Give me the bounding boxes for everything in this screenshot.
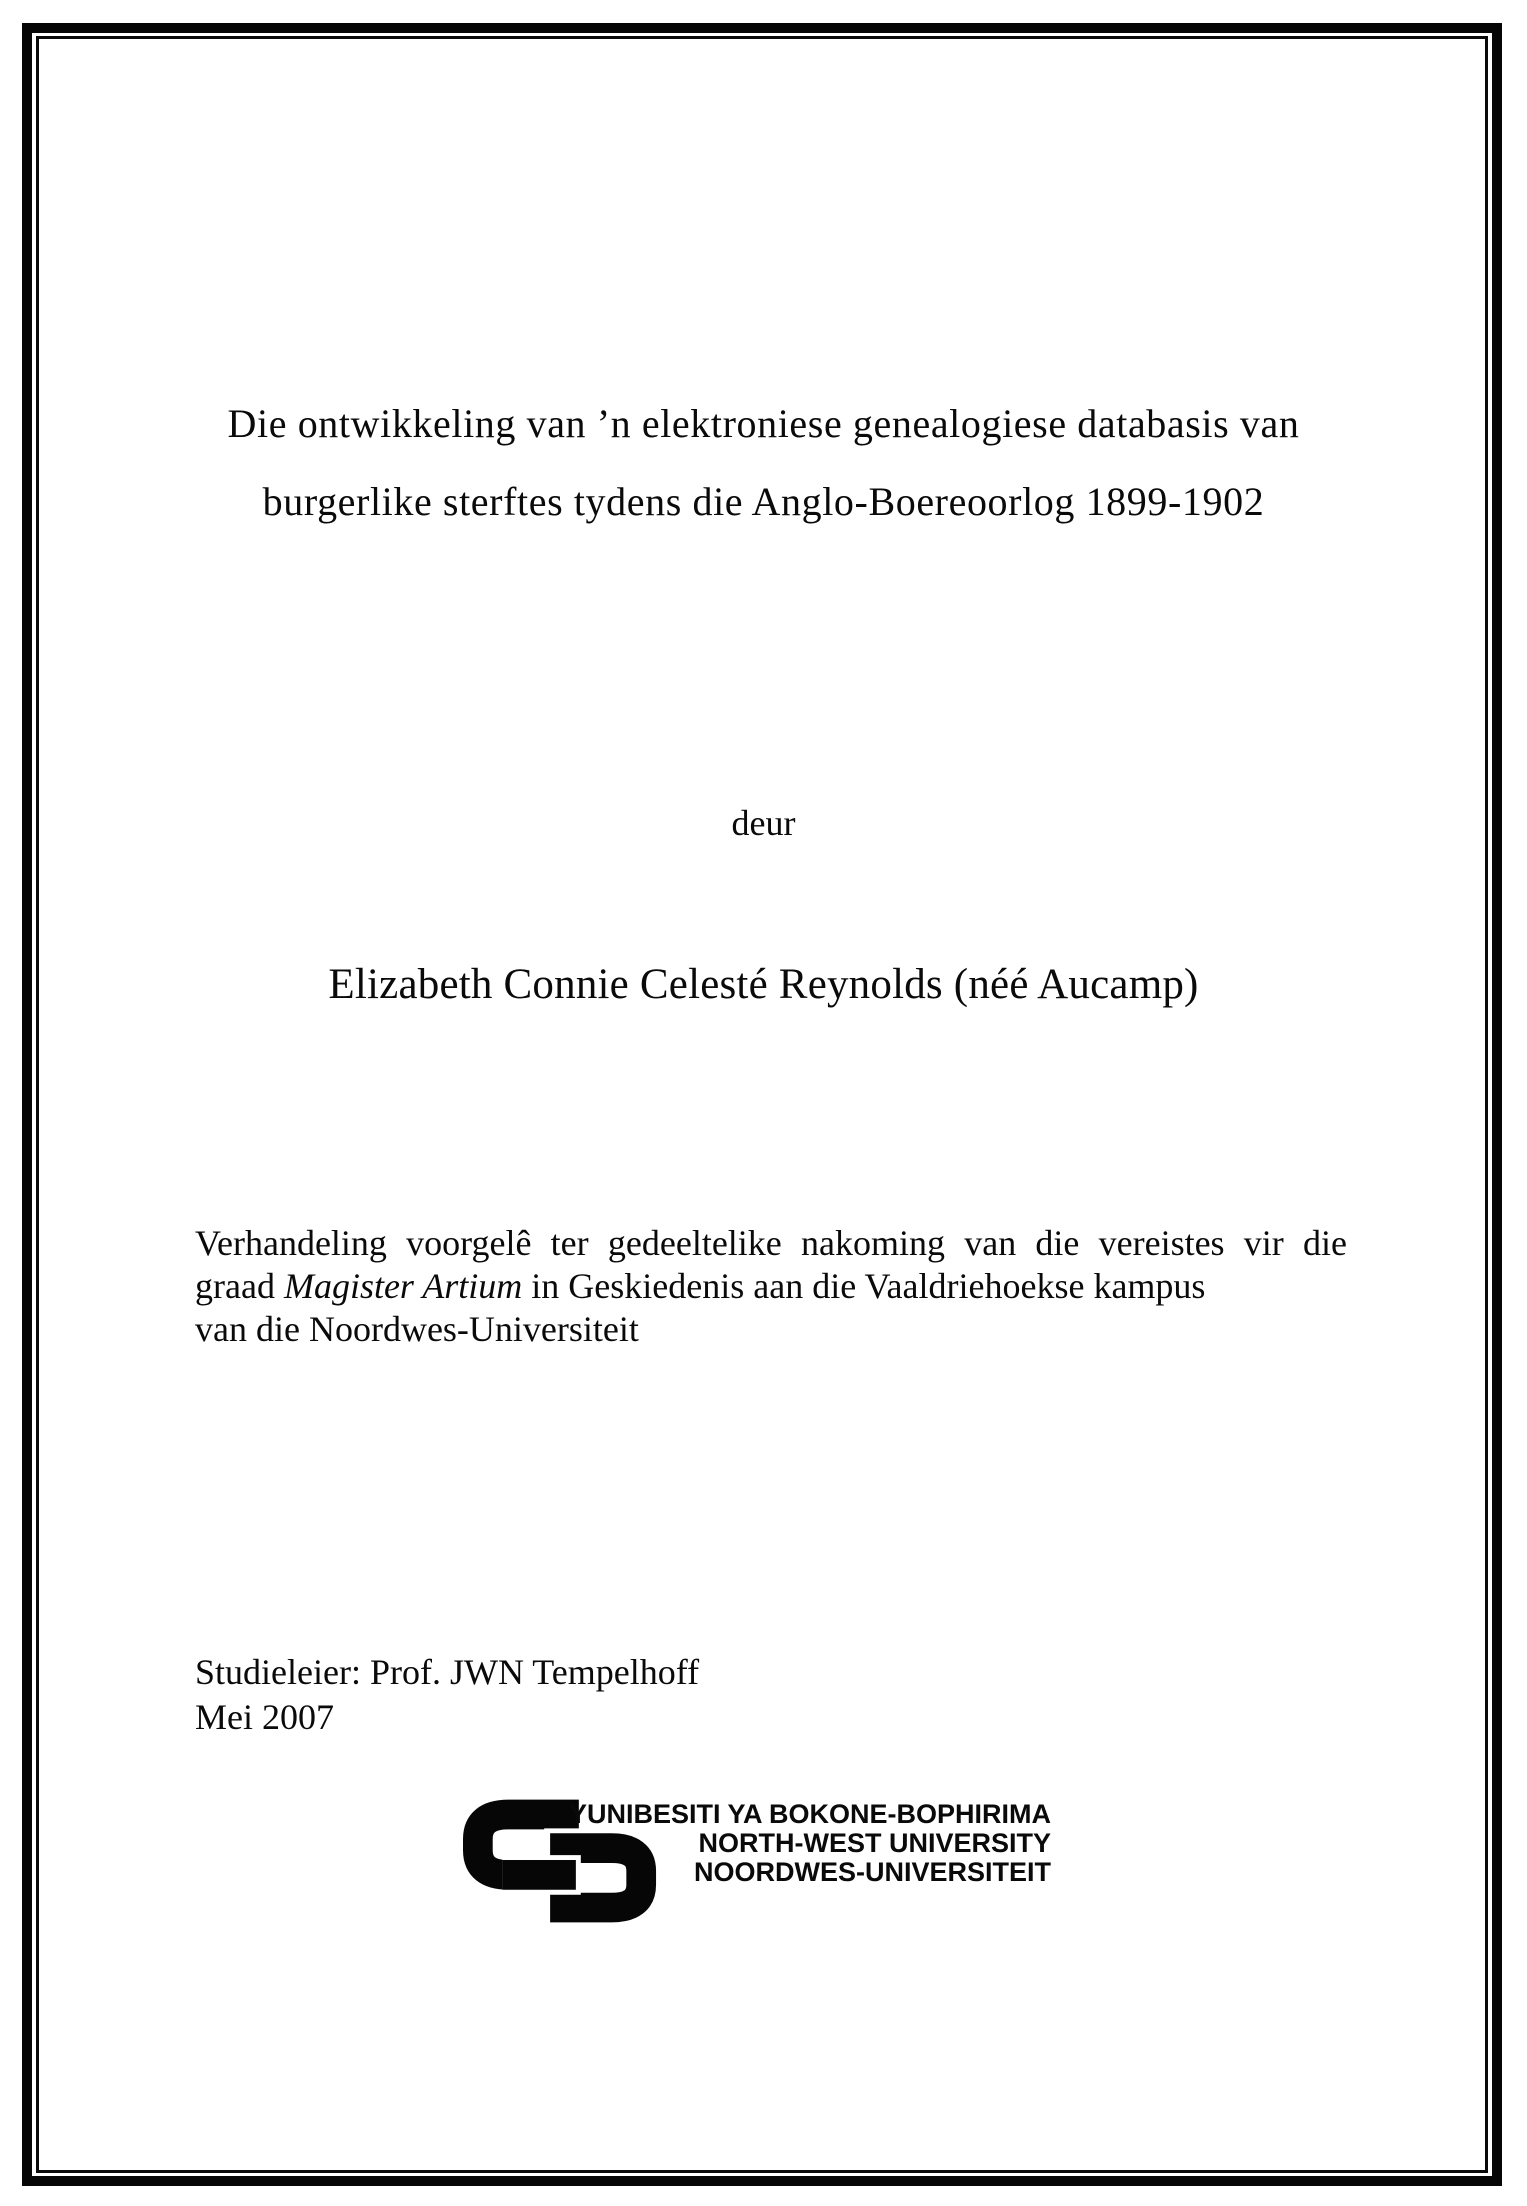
logo-line-afrikaans: NOORDWES-UNIVERSITEIT bbox=[693, 1857, 1051, 1887]
submission-line-3: van die Noordwes-Universiteit bbox=[195, 1309, 639, 1349]
supervisor-block bbox=[195, 1650, 699, 1740]
date-line: Mei 2007 bbox=[195, 1697, 334, 1737]
submission-statement bbox=[195, 1222, 1347, 1351]
degree-name: Magister Artium bbox=[283, 1266, 523, 1306]
submission-line-1: Verhandeling voorgelê ter gedeeltelike nakoming van die vereistes vir die bbox=[195, 1223, 1347, 1263]
author-name: Elizabeth Connie Celesté Reynolds (néé Aucamp) bbox=[328, 961, 1199, 1008]
title-line-2: burgerlike sterftes tydens die Anglo-Boereoorlog 1899-1902 bbox=[262, 479, 1265, 524]
submission-line-2-prefix: graad bbox=[195, 1266, 284, 1306]
submission-line-2 bbox=[195, 1265, 1347, 1308]
logo-text bbox=[551, 1800, 1051, 1887]
logo-line-english: NORTH-WEST UNIVERSITY bbox=[698, 1828, 1051, 1858]
byline-deur: deur bbox=[731, 803, 796, 843]
supervisor-line: Studieleier: Prof. JWN Tempelhoff bbox=[195, 1652, 700, 1692]
title-line-1: Die ontwikkeling van ’n elektroniese genealogiese databasis van bbox=[227, 401, 1300, 446]
submission-line-2-suffix: in Geskiedenis aan die Vaaldriehoekse kampus bbox=[522, 1266, 1206, 1306]
logo-line-setswana: YUNIBESITI YA BOKONE-BOPHIRIMA bbox=[568, 1799, 1051, 1829]
